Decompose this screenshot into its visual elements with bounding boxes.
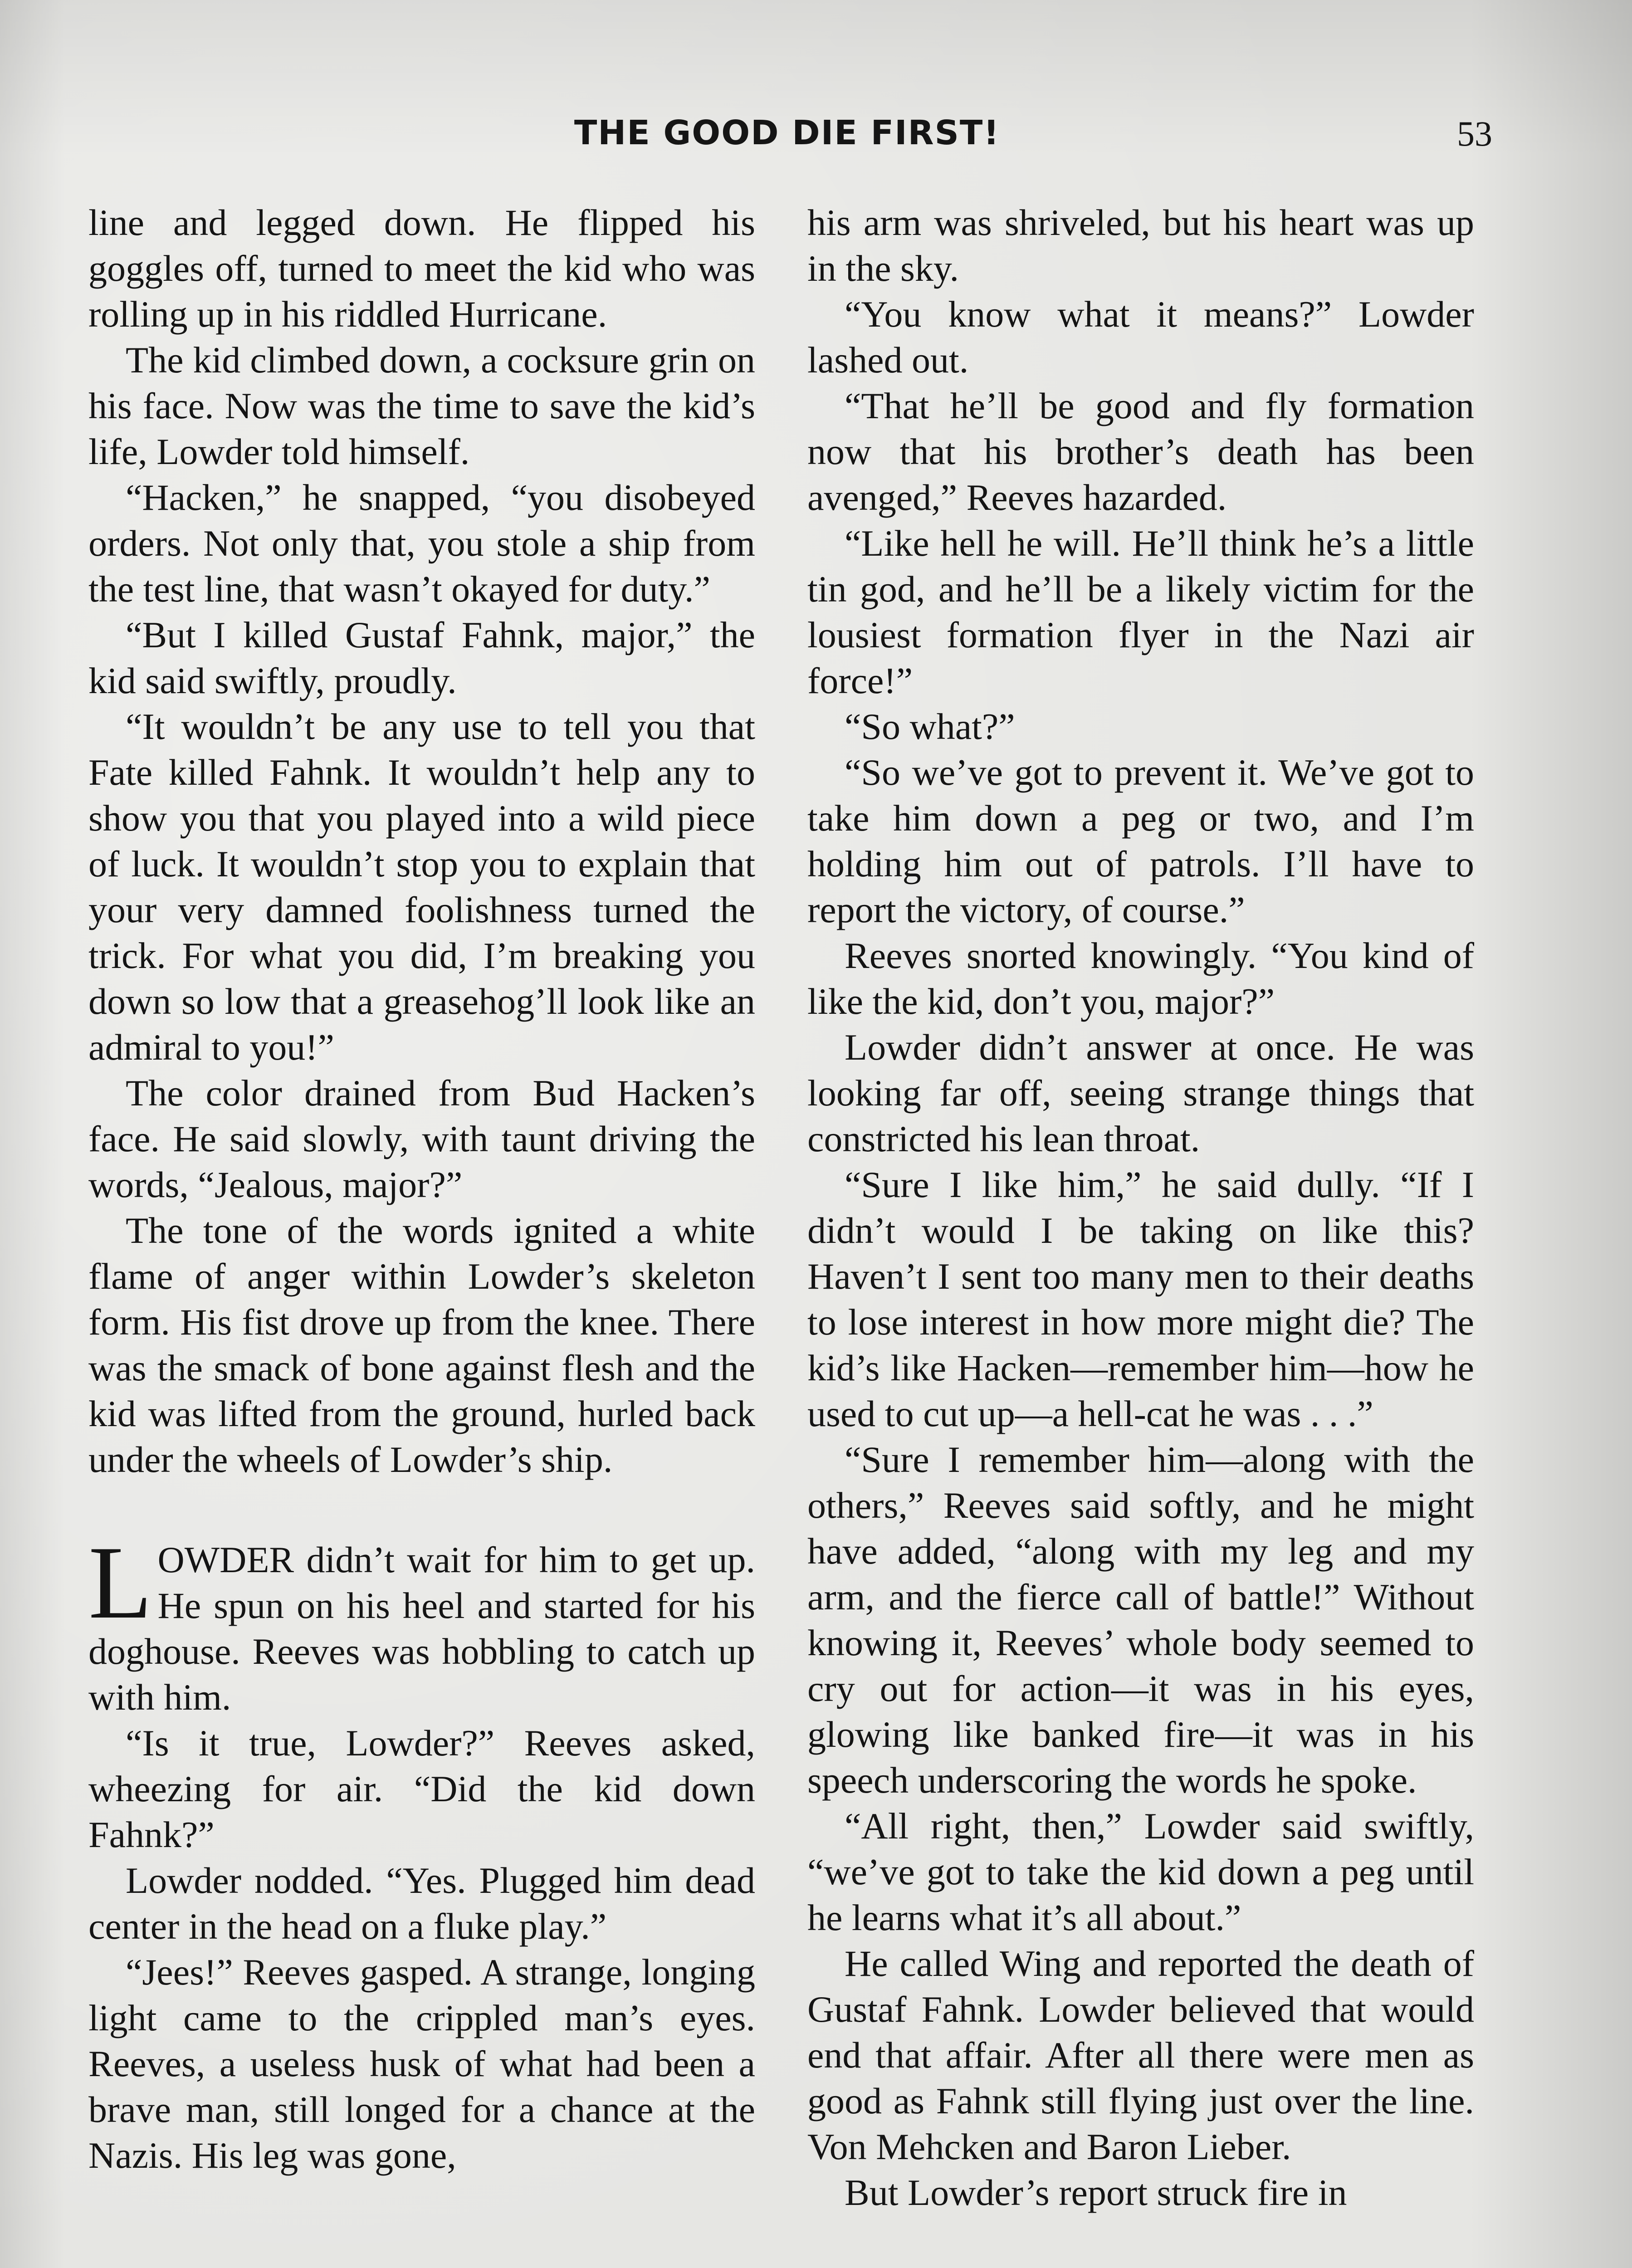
paragraph: The kid climbed down, a cocksure grin on his face. Now was the time to save the kid’s life, Lowder told himself. [88, 339, 755, 472]
paragraph: “You know what it means?” Lowder lashed out. [807, 293, 1474, 381]
right-column [807, 200, 1474, 2268]
paragraph: The color drained from Bud Hacken’s face. He said slowly, with taunt driving the words, “Jealous, major?” [88, 1072, 755, 1205]
paragraph: “But I killed Gustaf Fahnk, major,” the kid said swiftly, proudly. [88, 614, 755, 701]
paragraph: “So we’ve got to prevent it. We’ve got to take him down a peg or two, and I’m holding him out of patrols. I’ll have to report the victory, of course.” [807, 752, 1474, 930]
paragraph: But Lowder’s report struck fire in [845, 2172, 1347, 2213]
paragraph: “That he’ll be good and fly formation now that his brother’s death has been avenged,” Reeves hazarded. [807, 385, 1474, 518]
paragraph: “All right, then,” Lowder said swiftly, “we’ve got to take the kid down a peg until he learns what it’s all about.” [807, 1805, 1474, 1938]
section-start-paragraph [88, 1525, 755, 1720]
page-number: 53 [1457, 114, 1492, 153]
paragraph: “Like hell he will. He’ll think he’s a little tin god, and he’ll be a likely victim for the lousiest formation flyer in the Nazi air force!” [807, 523, 1474, 701]
running-title: THE GOOD DIE FIRST! [574, 113, 1000, 152]
paragraph: line and legged down. He flipped his goggles off, turned to meet the kid who was rolling up in his riddled Hurricane. [88, 202, 755, 335]
paragraph: The tone of the words ignited a white flame of anger within Lowder’s skeleton form. His fist drove up from the knee. There was the smack of bone against flesh and the kid was lifted from the ground, hurled back under the wheels of Lowder’s ship. [88, 1210, 755, 1480]
paragraph: “Sure I like him,” he said dully. “If I didn’t would I be taking on like this? Haven’t I sent too many men to their deaths to lose interest in how more might die? The kid’s like Hacken—remember him—how he used to cut up—a hell-cat he was . . .” [807, 1164, 1474, 1434]
drop-cap: L [88, 1525, 152, 1640]
paragraph: “Sure I remember him—along with the others,” Reeves said softly, and he might have added, “along with my leg and my arm, and the fierce call of battle!” Without knowing it, Reeves’ whole body seemed to cry out for action—it was in his eyes, glowing like banked fire—it was in his speech underscoring the words he spoke. [807, 1439, 1474, 1801]
paragraph: “It wouldn’t be any use to tell you that Fate killed Fahnk. It wouldn’t help any to show you that you played into a wild piece of luck. It wouldn’t stop you to explain that your very damned foolishness turned the trick. For what you did, I’m breaking you down so low that a greasehog’ll look like an admiral to you!” [88, 706, 755, 1068]
paragraph: his arm was shriveled, but his heart was up in the sky. [807, 202, 1474, 289]
paragraph: “Hacken,” he snapped, “you disobeyed orders. Not only that, you stole a ship from the test line, that wasn’t okayed for duty.” [88, 477, 755, 610]
paragraph: “So what?” [845, 706, 1015, 747]
paragraph: “Jees!” Reeves gasped. A strange, longing light came to the crippled man’s eyes. Reeves, a useless husk of what had been a brave man, still longed for a chance at the Nazis. His leg was gone, [88, 1951, 755, 2176]
paragraph-text: OWDER didn’t wait for him to get up. He spun on his heel and started for his doghouse. Reeves was hobbling to catch up with him. [88, 1539, 755, 1718]
left-column [88, 200, 755, 2268]
paragraph: He called Wing and reported the death of Gustaf Fahnk. Lowder believed that would end that affair. After all there were men as good as Fahnk still flying just over the line. Von Mehcken and Baron Lieber. [807, 1943, 1474, 2167]
paragraph: Reeves snorted knowingly. “You kind of like the kid, don’t you, major?” [807, 935, 1474, 1022]
paragraph: Lowder nodded. “Yes. Plugged him dead center in the head on a fluke play.” [88, 1860, 755, 1947]
page-header [82, 113, 1492, 168]
paragraph: Lowder didn’t answer at once. He was looking far off, seeing strange things that constricted his lean throat. [807, 1026, 1474, 1159]
paragraph: “Is it true, Lowder?” Reeves asked, wheezing for air. “Did the kid down Fahnk?” [88, 1722, 755, 1855]
